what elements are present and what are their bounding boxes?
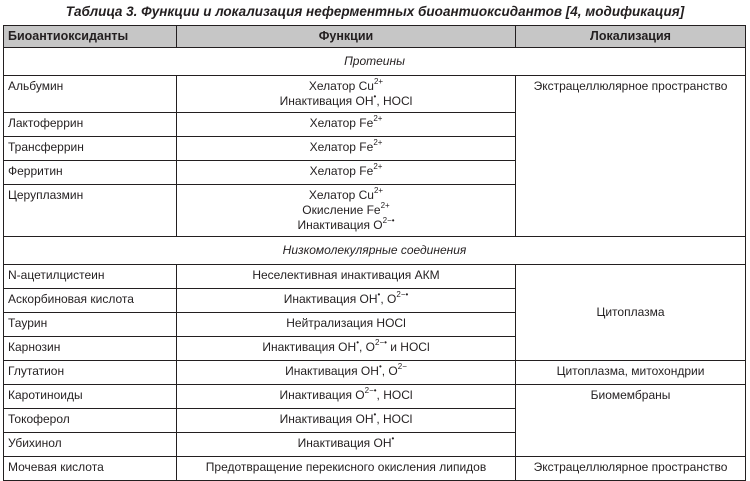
row-function: Инактивация OH•, HOCl xyxy=(177,409,516,433)
table-row xyxy=(4,385,746,409)
location-membranes: Биомембраны xyxy=(516,385,746,457)
table-row xyxy=(4,457,746,481)
row-name: Трансферрин xyxy=(4,137,177,161)
row-name: Каротиноиды xyxy=(4,385,177,409)
row-name: Мочевая кислота xyxy=(4,457,177,481)
row-name: Церуплазмин xyxy=(4,185,177,237)
row-function: Инактивация OH•, $O^{2-}$ xyxy=(177,361,516,385)
row-name: Убихинол xyxy=(4,433,177,457)
row-function: Хелатор $Cu^{2+}$ Окисление $Fe^{2+}$ Инактивация $O^{2-•}$ xyxy=(177,185,516,237)
header-row xyxy=(4,26,746,48)
section-proteins: Протеины xyxy=(4,48,746,76)
row-name: Ферритин xyxy=(4,161,177,185)
row-function: Инактивация OH•, $O^{2-•}$ и HOCl xyxy=(177,337,516,361)
row-function: Хелатор $Fe^{2+}$ xyxy=(177,161,516,185)
header-functions: Функции xyxy=(177,26,516,48)
row-name: Глутатион xyxy=(4,361,177,385)
section-row-lowmol xyxy=(4,237,746,265)
row-name: Карнозин xyxy=(4,337,177,361)
table-row xyxy=(4,265,746,289)
location-extracellular-2: Экстрацеллюлярное пространство xyxy=(516,457,746,481)
row-function: Инактивация OH•, $O^{2-•}$ xyxy=(177,289,516,313)
row-function: Предотвращение перекисного окисления липидов xyxy=(177,457,516,481)
row-name: Таурин xyxy=(4,313,177,337)
location-cytoplasm: Цитоплазма xyxy=(516,265,746,361)
row-function: Хелатор $Fe^{2+}$ xyxy=(177,113,516,137)
antioxidants-table xyxy=(3,25,746,481)
location-extracellular: Экстрацеллюлярное пространство xyxy=(516,76,746,237)
row-name: Альбумин xyxy=(4,76,177,113)
row-function: Инактивация OH• xyxy=(177,433,516,457)
header-localization: Локализация xyxy=(516,26,746,48)
row-function: Неселективная инактивация АКМ xyxy=(177,265,516,289)
row-name: Токоферол xyxy=(4,409,177,433)
header-antioxidants: Биоантиоксиданты xyxy=(4,26,177,48)
section-row-proteins xyxy=(4,48,746,76)
table-row xyxy=(4,361,746,385)
table-row xyxy=(4,76,746,113)
section-lowmol: Низкомолекулярные соединения xyxy=(4,237,746,265)
row-function: Инактивация $O^{2-•}$, HOCl xyxy=(177,385,516,409)
table-caption: Таблица 3. Функции и локализация неферментных биоантиоксидантов [4, модификация] xyxy=(65,4,685,19)
location-cyto-mito: Цитоплазма, митохондрии xyxy=(516,361,746,385)
row-function: Хелатор $Cu^{2+}$ Инактивация OH•, HOCl xyxy=(177,76,516,113)
row-name: N-ацетилцистеин xyxy=(4,265,177,289)
row-name: Лактоферрин xyxy=(4,113,177,137)
row-name: Аскорбиновая кислота xyxy=(4,289,177,313)
row-function: Нейтрализация HOCl xyxy=(177,313,516,337)
row-function: Хелатор $Fe^{2+}$ xyxy=(177,137,516,161)
